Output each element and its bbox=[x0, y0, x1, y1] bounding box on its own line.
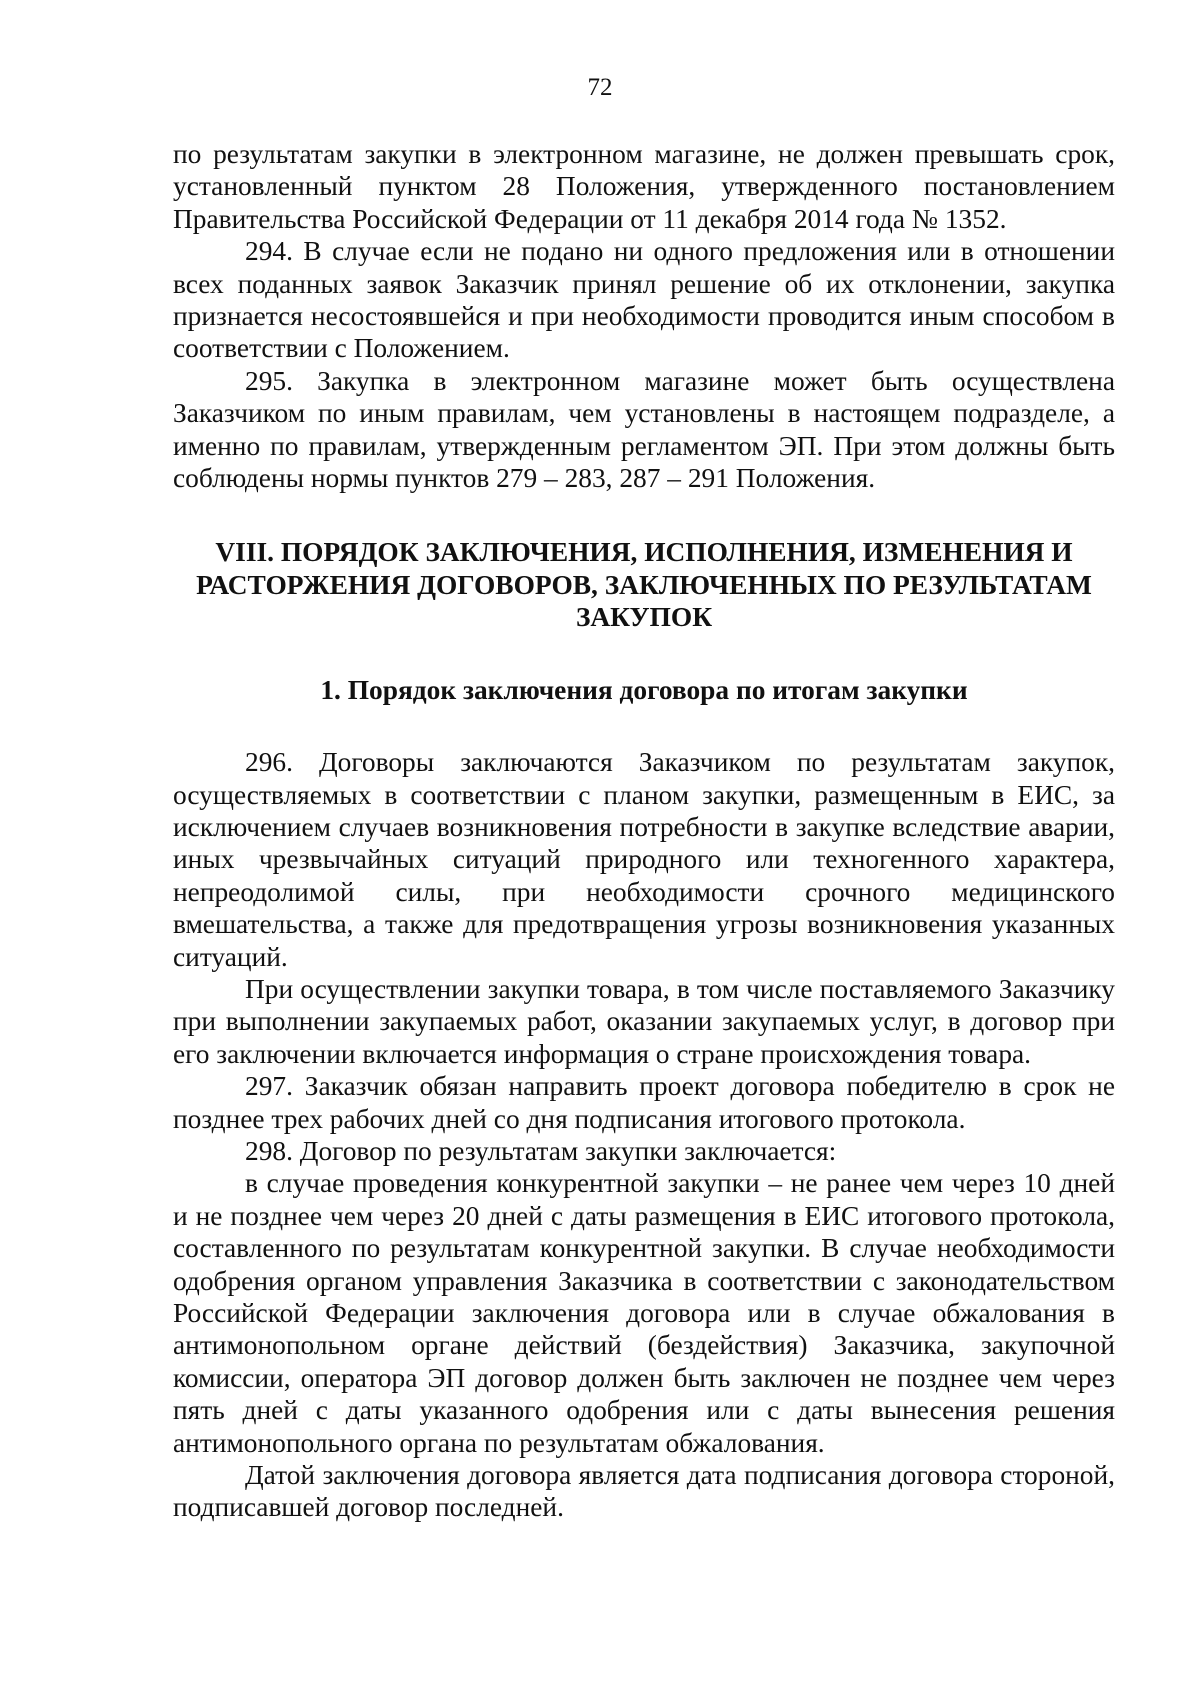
paragraph-298-competitive: в случае проведения конкурентной закупки – не ранее чем через 10 дней и не позднее чем через 20 дней с даты размещения в ЕИС итогового протокола, составленного по результатам конкурентной закупки. В случае необходимости одобрения органом управления Заказчика в соответствии с законодательством Российской Федерации заключения договора или в случае обжалования в антимонопольном органе действий (бездействия) Заказчика, закупочной комиссии, оператора ЭП договор должен быть заключен не позднее чем через пять дней с даты указанного одобрения или с даты вынесения решения антимонопольного органа по результатам обжалования. bbox=[173, 1168, 1115, 1458]
paragraph-297: 297. Заказчик обязан направить проект договора победителю в срок не позднее трех рабочих дней со дня подписания итогового протокола. bbox=[173, 1071, 1115, 1134]
paragraph-295: 295. Закупка в электронном магазине может быть осуществлена Заказчиком по иным правилам, чем установлены в настоящем подразделе, а именно по правилам, утвержденным регламентом ЭП. При этом должны быть соблюдены нормы пунктов 279 – 283, 287 – 291 Положения. bbox=[173, 365, 1115, 494]
section-title-line-2: РАСТОРЖЕНИЯ ДОГОВОРОВ, ЗАКЛЮЧЕННЫХ ПО РЕЗУЛЬТАТАМ bbox=[196, 569, 1092, 600]
paragraph-continuation: по результатам закупки в электронном магазине, не должен превышать срок, установленный пунктом 28 Положения, утвержденного постановлением Правительства Российской Федерации от 11 декабря 2014 года № 1352. bbox=[173, 139, 1115, 234]
section-title bbox=[173, 536, 1115, 633]
page-number: 72 bbox=[587, 74, 613, 101]
paragraph-296-goods-origin: При осуществлении закупки товара, в том числе поставляемого Заказчику при выполнении закупаемых работ, оказании закупаемых услуг, в договор при его заключении включается информация о стране происхождения товара. bbox=[173, 973, 1115, 1069]
paragraph-298: 298. Договор по результатам закупки заключается: bbox=[245, 1135, 837, 1166]
section-title-line-3: ЗАКУПОК bbox=[575, 602, 713, 633]
section-title-line-1: VIII. ПОРЯДОК ЗАКЛЮЧЕНИЯ, ИСПОЛНЕНИЯ, ИЗМЕНЕНИЯ И bbox=[215, 537, 1073, 568]
document-body bbox=[173, 138, 1115, 1524]
paragraph-298-conclusion-date: Датой заключения договора является дата подписания договора стороной, подписавшей договор последней. bbox=[173, 1460, 1115, 1523]
paragraph-296: 296. Договоры заключаются Заказчиком по результатам закупок, осуществляемых в соответствии с планом закупки, размещенным в ЕИС, за исключением случаев возникновения потребности в закупке вследствие аварии, иных чрезвычайных ситуаций природного или техногенного характера, непреодолимой силы, при необходимости срочного медицинского вмешательства, а также для предотвращения угрозы возникновения указанных ситуаций. bbox=[173, 747, 1115, 972]
subsection-title: 1. Порядок заключения договора по итогам закупки bbox=[320, 674, 968, 705]
paragraph-294: 294. В случае если не подано ни одного предложения или в отношении всех поданных заявок Заказчик принял решение об их отклонении, закупка признается несостоявшейся и при необходимости проводится иным способом в соответствии с Положением. bbox=[173, 236, 1115, 364]
